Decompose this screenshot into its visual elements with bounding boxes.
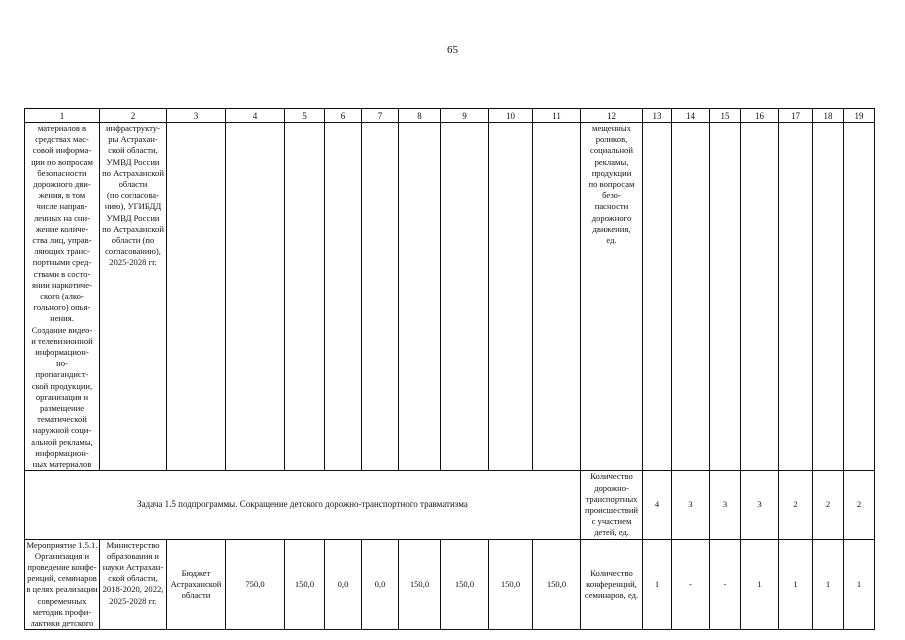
header-cell: 17	[779, 109, 813, 123]
header-row	[25, 109, 875, 123]
value-cell: 2	[779, 471, 813, 539]
indicator-cell: Количество дорожно- транспортных происшествий с участием детей, ед.	[581, 471, 643, 539]
header-cell: 11	[533, 109, 581, 123]
funding-source-cell: Бюджет Астраханской области	[167, 539, 226, 630]
header-cell: 4	[226, 109, 285, 123]
amount-cell: 0,0	[362, 539, 399, 630]
amount-cell: 150,0	[489, 539, 533, 630]
task-title-cell: Задача 1.5 подпрограммы. Сокращение детского дорожно-транспортного травматизма	[25, 471, 581, 539]
header-cell: 7	[362, 109, 399, 123]
empty-cell	[362, 123, 399, 471]
value-cell: 1	[741, 539, 779, 630]
amount-cell: 150,0	[285, 539, 325, 630]
empty-cell	[325, 123, 362, 471]
table-row	[25, 123, 875, 471]
value-cell: 3	[672, 471, 710, 539]
empty-cell	[533, 123, 581, 471]
empty-cell	[441, 123, 489, 471]
table-row	[25, 539, 875, 630]
value-cell: 2	[813, 471, 844, 539]
header-cell: 13	[643, 109, 672, 123]
header-cell: 18	[813, 109, 844, 123]
header-cell: 3	[167, 109, 226, 123]
amount-cell: 150,0	[533, 539, 581, 630]
amount-cell: 0,0	[325, 539, 362, 630]
measure-description-cell: Мероприятие 1.5.1. Организация и проведение конфе- ренций, семинаров в целях реализации современных методик профи- лактики детского	[26, 539, 98, 628]
empty-cell	[399, 123, 441, 471]
amount-cell: 750,0	[226, 539, 285, 630]
value-cell: 3	[710, 471, 741, 539]
value-cell: 1	[813, 539, 844, 630]
value-cell: 4	[643, 471, 672, 539]
page-number: 65	[447, 44, 458, 56]
header-cell: 9	[441, 109, 489, 123]
amount-cell: 150,0	[399, 539, 441, 630]
value-cell: -	[672, 539, 710, 630]
empty-cell	[226, 123, 285, 471]
indicator-cell: мещенных роликов, социальной рекламы, продукции по вопросам безо- пасности дорожного движения, ед.	[581, 123, 643, 471]
header-cell: 12	[581, 109, 643, 123]
empty-cell	[779, 123, 813, 471]
executor-cell: инфраструкту- ры Астрахан- ской области, УМВД России по Астраханской области (по согласова- нию), УГИБДД УМВД России по Астраханской области (по согласованию), 2025-2028 гг.	[100, 123, 167, 471]
empty-cell	[741, 123, 779, 471]
program-table	[24, 108, 875, 630]
header-cell: 8	[399, 109, 441, 123]
value-cell: 2	[844, 471, 875, 539]
empty-cell	[285, 123, 325, 471]
measure-description-cell: материалов в средствах мас- совой информа- ции по вопросам безопасности дорожного дви- жения, в том числе направ- ленных на сни- жение количе- ства лиц, управ- ляющих транс- портными сред- ствами в состо- янии наркотиче- ского (алко- гольного) опья- нения. Создание видео- и телевизионной информацион- но- пропагандист- ской продукции, организация и размещение тематической наружной соци- альной рекламы, информацион- ных материалов	[25, 123, 100, 471]
header-cell: 5	[285, 109, 325, 123]
header-cell: 15	[710, 109, 741, 123]
empty-cell	[643, 123, 672, 471]
empty-cell	[813, 123, 844, 471]
header-cell: 6	[325, 109, 362, 123]
header-cell: 1	[25, 109, 100, 123]
value-cell: 1	[779, 539, 813, 630]
empty-cell	[710, 123, 741, 471]
header-cell: 14	[672, 109, 710, 123]
header-cell: 16	[741, 109, 779, 123]
table-row	[25, 471, 875, 539]
value-cell: 1	[844, 539, 875, 630]
empty-cell	[672, 123, 710, 471]
header-cell: 10	[489, 109, 533, 123]
amount-cell: 150,0	[441, 539, 489, 630]
empty-cell	[167, 123, 226, 471]
header-cell: 19	[844, 109, 875, 123]
empty-cell	[844, 123, 875, 471]
value-cell: 3	[741, 471, 779, 539]
executor-cell: Министерство образования и науки Астрахан- ской области, 2018-2020, 2022, 2025-2028 гг.	[100, 539, 167, 630]
indicator-cell: Количество конференций, семинаров, ед.	[581, 539, 643, 630]
empty-cell	[489, 123, 533, 471]
value-cell: 1	[643, 539, 672, 630]
value-cell: -	[710, 539, 741, 630]
header-cell: 2	[100, 109, 167, 123]
